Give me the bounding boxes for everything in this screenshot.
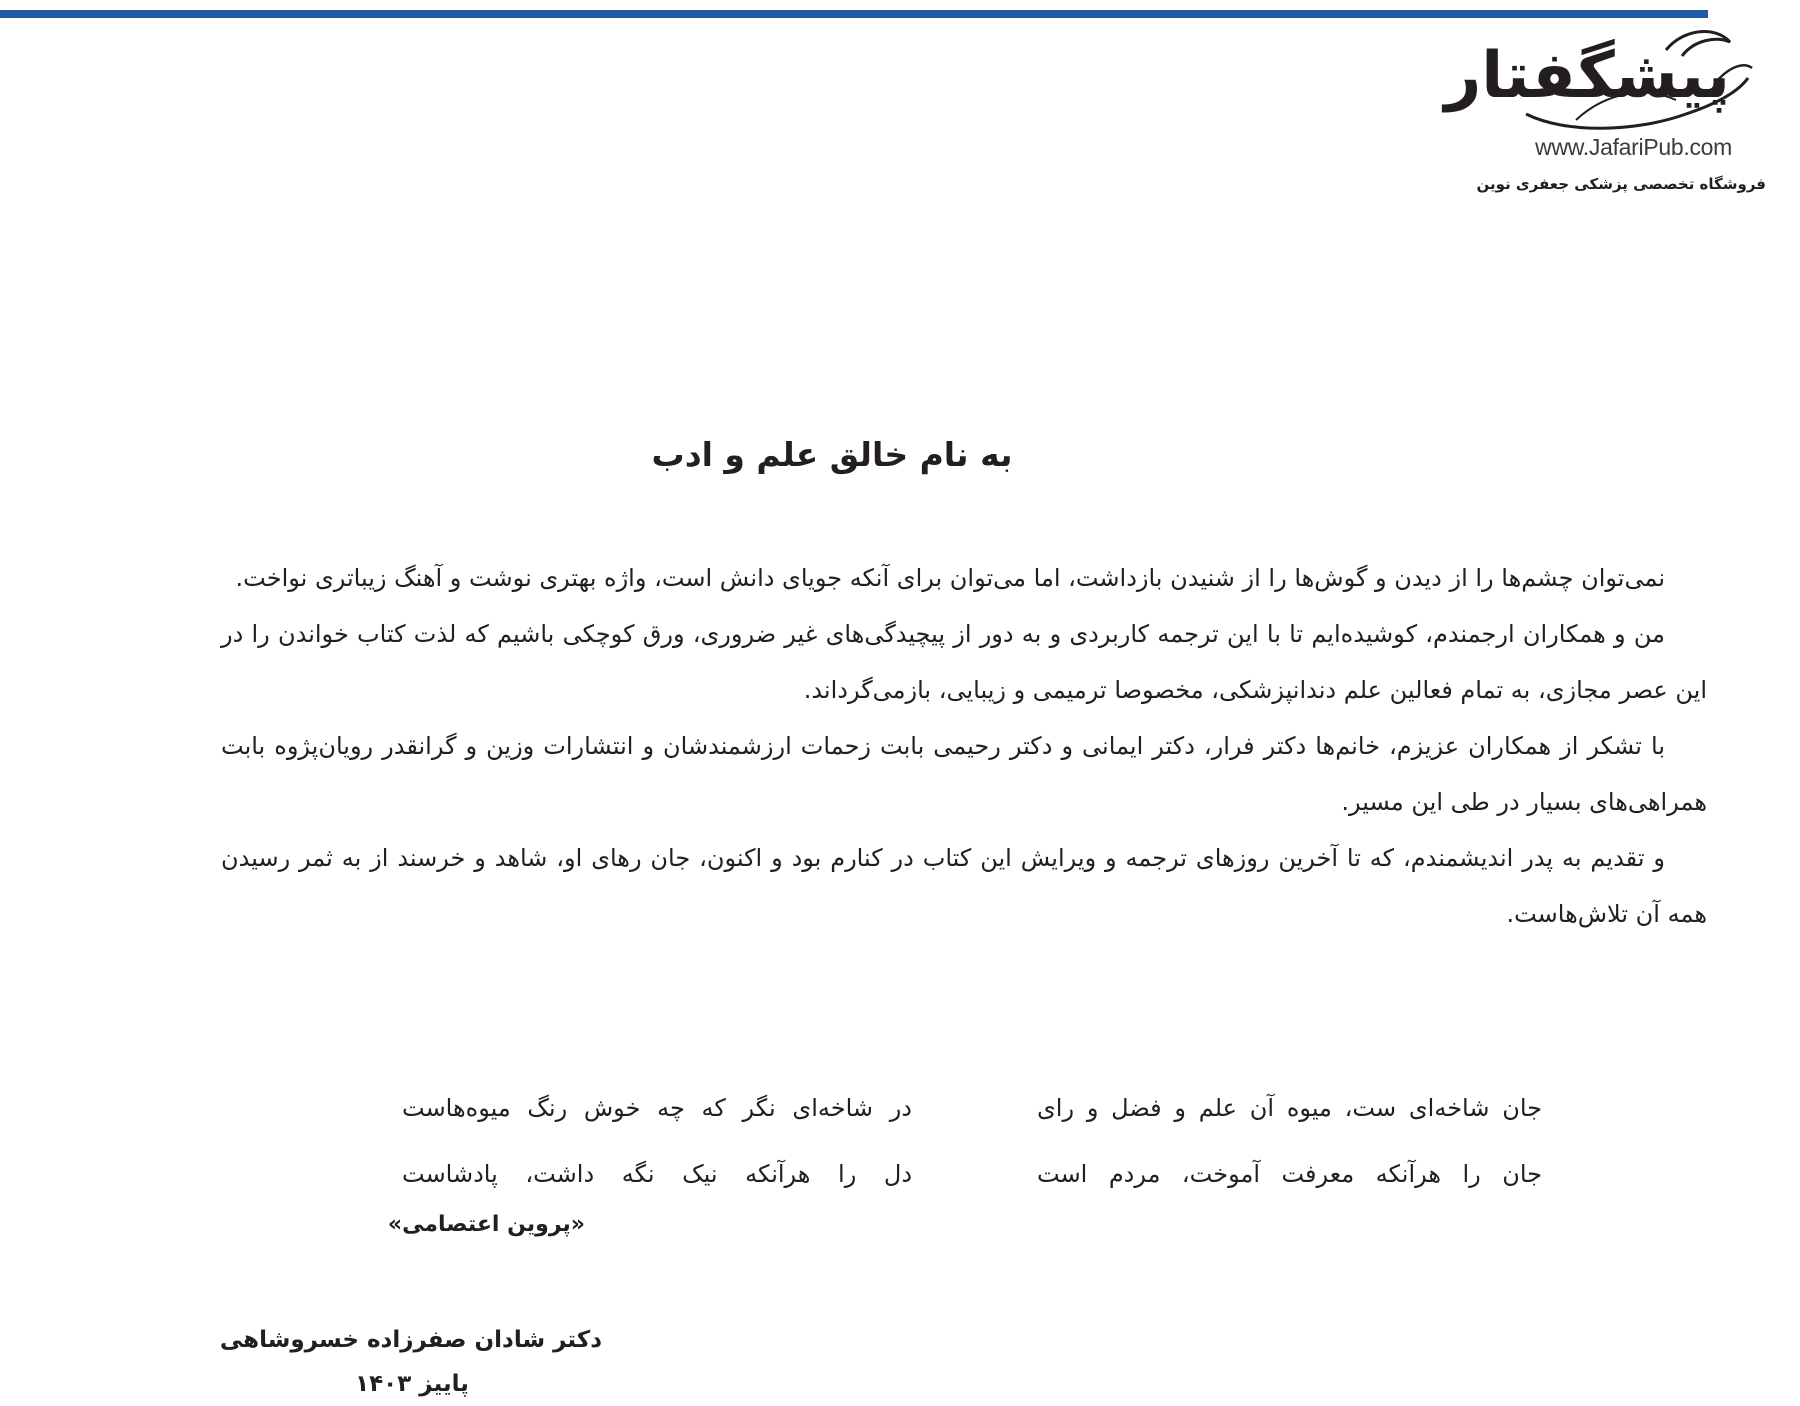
publisher-logo [1444, 22, 1766, 202]
preface-body [221, 550, 1707, 942]
publisher-url[interactable]: www.JafariPub.com [1535, 134, 1732, 160]
paragraph: و تقدیم به پدر اندیشمندم، که تا آخرین روزهای ترجمه و ویرایش این کتاب در کنارم بود و اکنون، جان رهای او، شاهد و خرسند از به ثمر رسیدن همه آن تلاش‌هاست. [221, 844, 1707, 928]
paragraph: من و همکاران ارجمندم، کوشیده‌ایم تا با این ترجمه کاربردی و به دور از پیچیدگی‌های غیر ضروری، ورق کوچکی باشیم که لذت کتاب خواندن را در این عصر مجازی، به تمام فعالین علم دندانپزشکی، مخصوصا ترمیمی و زیبایی، بازمی‌گرداند. [221, 620, 1707, 704]
paragraph: نمی‌توان چشم‌ها را از دیدن و گوش‌ها را از شنیدن بازداشت، اما می‌توان برای آنکه جویای دانش است، واژه بهتری نوشت و آهنگ زیباتری نواخت. [235, 564, 1665, 592]
paragraph: با تشکر از همکاران عزیزم، خانم‌ها دکتر فرار، دکتر ایمانی و دکتر رحیمی بابت زحمات ارزشمندشان و انتشارات وزین و گرانقدر رویان‌پژوه بابت همراهی‌های بسیار در طی این مسیر. [221, 732, 1707, 816]
publisher-tagline: فروشگاه تخصصی پزشکی جعفری نوین [1476, 175, 1766, 193]
author-signature [219, 1318, 602, 1406]
poem-line: دل را هرآنکه نیک نگه داشت، پادشاست [402, 1160, 912, 1188]
poem-column-left [402, 1075, 912, 1207]
poem-line: جان شاخه‌ای ست، میوه آن علم و فضل و رای [1037, 1094, 1542, 1122]
poem-column-right [1037, 1075, 1542, 1207]
poem-line: در شاخه‌ای نگر که چه خوش رنگ میوه‌هاست [402, 1094, 912, 1122]
page-title: به نام خالق علم و ادب [651, 435, 1013, 474]
signature-date: پاییز ۱۴۰۳ [355, 1371, 469, 1397]
top-accent-bar [0, 10, 1708, 18]
poem-attribution: «پروین اعتصامی» [387, 1212, 585, 1237]
author-name: دکتر شادان صفرزاده خسروشاهی [219, 1327, 602, 1353]
poem-line: جان را هرآنکه معرفت آموخت، مردم است [1037, 1160, 1542, 1188]
logo-wordmark: پیشگفتار [1444, 39, 1730, 113]
